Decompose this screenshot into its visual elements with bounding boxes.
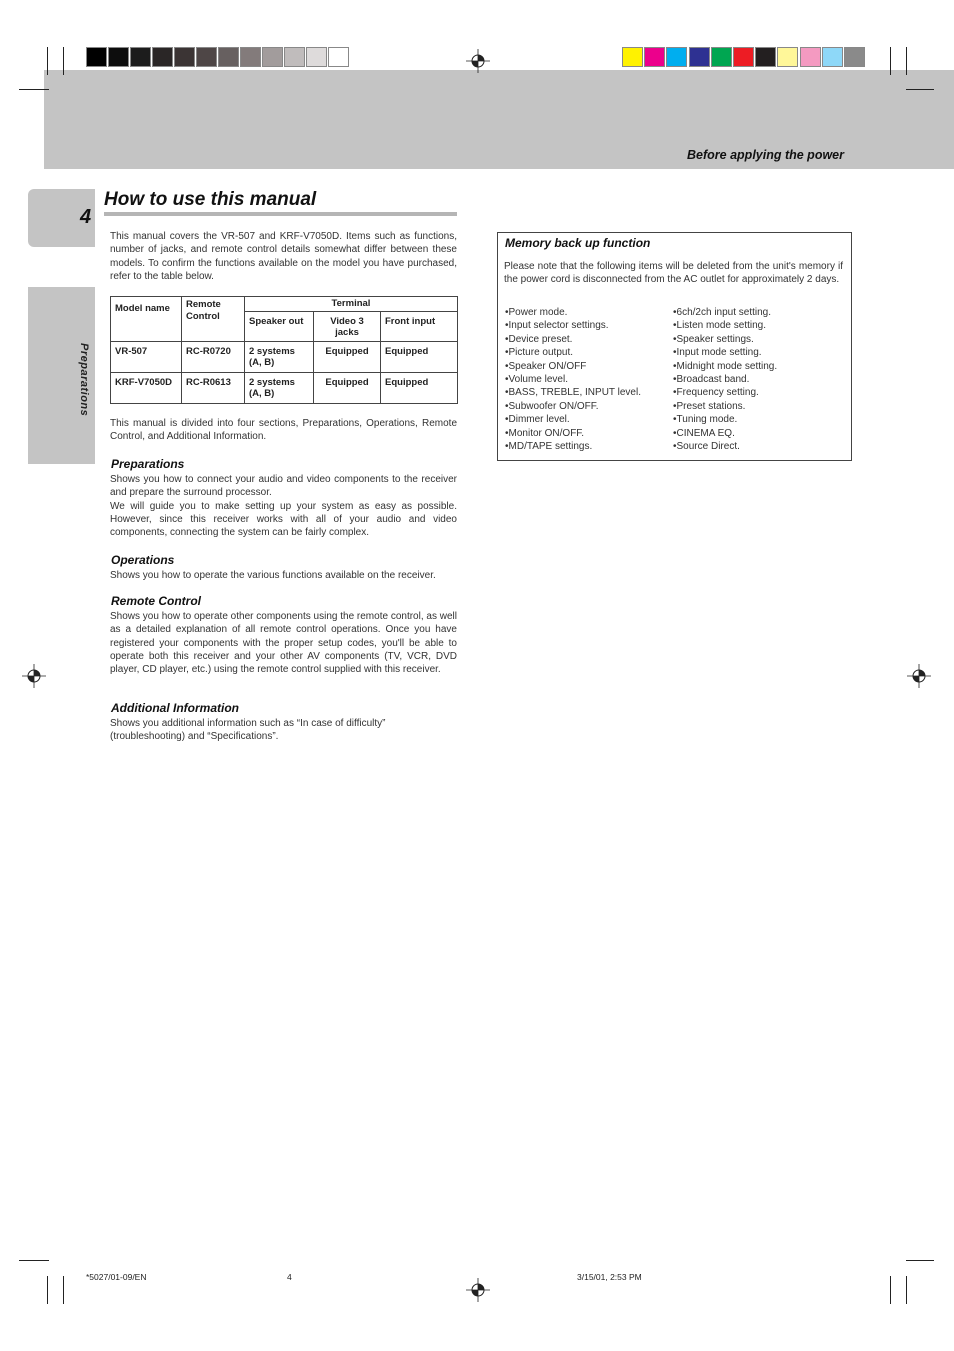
memory-item: • Midnight mode setting.: [673, 360, 843, 373]
memory-item: • Monitor ON/OFF.: [505, 427, 670, 440]
gray-swatch: [284, 47, 305, 67]
gray-swatch: [262, 47, 283, 67]
color-swatch: [822, 47, 843, 67]
crop-mark: [47, 1276, 48, 1304]
color-swatch: [666, 47, 687, 67]
color-swatch: [622, 47, 643, 67]
gray-swatch: [328, 47, 349, 67]
gray-swatch: [218, 47, 239, 67]
registration-mark-icon: [907, 664, 931, 688]
gray-swatch: [152, 47, 173, 67]
crop-mark: [906, 1260, 934, 1261]
table-header-speaker-out: Speaker out: [245, 311, 314, 341]
table-cell-model: KRF-V7050D: [111, 372, 182, 403]
memory-backup-intro: Please note that the following items will be deleted from the unit's memory if the power cord is disconnected from the AC outlet for approximately 2 days.: [504, 261, 843, 286]
memory-backup-title: Memory back up function: [505, 236, 651, 250]
color-swatch: [689, 47, 710, 67]
memory-items-left: [505, 306, 670, 453]
memory-item: • Preset stations.: [673, 400, 843, 413]
table-cell-speaker: 2 systems (A, B): [245, 372, 314, 403]
preparations-body-2: We will guide you to make setting up your system as easy as possible. However, since this receiver works with all of your audio and video components, connecting the system can be fairly complex.: [110, 500, 457, 539]
color-swatch: [777, 47, 798, 67]
table-cell-remote: RC-R0720: [182, 341, 245, 372]
crop-mark: [63, 47, 64, 75]
memory-item: • BASS, TREBLE, INPUT level.: [505, 386, 670, 399]
gray-swatch: [240, 47, 261, 67]
table-cell-video: Equipped: [314, 341, 381, 372]
memory-item: • 6ch/2ch input setting.: [673, 306, 843, 319]
footer-page-number: 4: [287, 1272, 292, 1282]
table-cell-model: VR-507: [111, 341, 182, 372]
page-number: 4: [80, 206, 92, 228]
memory-item: • Picture output.: [505, 346, 670, 359]
table-cell-front: Equipped: [381, 341, 458, 372]
preparations-body-1: Shows you how to connect your audio and video components to the receiver and prepare the surround processor.: [110, 474, 457, 499]
table-header-remote: Remote Control: [182, 297, 245, 342]
memory-item: • Dimmer level.: [505, 413, 670, 426]
heading-additional-information: Additional Information: [111, 701, 239, 715]
additional-information-body: Shows you additional information such as “In case of difficulty” (troubleshooting) and “Specifications”.: [110, 718, 386, 743]
crop-mark: [906, 1276, 907, 1304]
memory-item: • Input mode setting.: [673, 346, 843, 359]
table-row: [111, 341, 458, 372]
memory-item: • Speaker settings.: [673, 333, 843, 346]
gray-swatch: [306, 47, 327, 67]
gray-swatch: [130, 47, 151, 67]
model-comparison-table: [110, 296, 458, 404]
table-row: [111, 372, 458, 403]
color-swatch: [800, 47, 821, 67]
color-swatch: [644, 47, 665, 67]
table-header-video3: Video 3 jacks: [314, 311, 381, 341]
intro-paragraph: This manual covers the VR-507 and KRF-V7050D. Items such as functions, number of jacks, and remote control details somewhat differ between these models. To confirm the functions available on the model you have purchased, refer to the table below.: [110, 231, 457, 282]
operations-body: Shows you how to operate the various functions available on the receiver.: [110, 570, 436, 581]
crop-mark: [47, 47, 48, 75]
registration-mark-icon: [466, 1278, 490, 1302]
color-swatch: [755, 47, 776, 67]
memory-item: • Speaker ON/OFF: [505, 360, 670, 373]
side-tab-label: Preparations: [78, 343, 90, 417]
crop-mark: [906, 47, 907, 75]
memory-item: • Broadcast band.: [673, 373, 843, 386]
memory-items-right: [673, 306, 843, 453]
title-underline: [104, 212, 457, 216]
page-title: How to use this manual: [104, 189, 317, 210]
crop-mark: [890, 47, 891, 75]
memory-item: • Device preset.: [505, 333, 670, 346]
heading-remote-control: Remote Control: [111, 594, 201, 608]
gray-swatch: [86, 47, 107, 67]
heading-preparations: Preparations: [111, 457, 185, 471]
gray-swatch: [196, 47, 217, 67]
footer-doc-code: *5027/01-09/EN: [86, 1272, 147, 1282]
memory-item: • Listen mode setting.: [673, 319, 843, 332]
footer-date: 3/15/01, 2:53 PM: [577, 1272, 642, 1282]
gray-swatch: [108, 47, 129, 67]
remote-control-body: Shows you how to operate other components using the remote control, as well as a detailed explanation of all remote control operations. Once you have registered your components with the proper setup codes, you'll be able to operate both this receiver and your other AV components (TV, VCR, DVD player, CD player, etc.) using the remote control supplied with this receiver.: [110, 611, 457, 676]
color-swatch: [844, 47, 865, 67]
crop-mark: [63, 1276, 64, 1304]
memory-item: • Tuning mode.: [673, 413, 843, 426]
crop-mark: [890, 1276, 891, 1304]
registration-mark-icon: [466, 49, 490, 73]
memory-item: • MD/TAPE settings.: [505, 440, 670, 453]
memory-item: • Subwoofer ON/OFF.: [505, 400, 670, 413]
color-swatch: [733, 47, 754, 67]
crop-mark: [19, 89, 49, 90]
crop-mark: [906, 89, 934, 90]
memory-item: • Input selector settings.: [505, 319, 670, 332]
sections-overview: This manual is divided into four sections, Preparations, Operations, Remote Control, and Additional Information.: [110, 418, 457, 443]
preparations-body: [110, 473, 457, 539]
memory-item: • CINEMA EQ.: [673, 427, 843, 440]
table-cell-speaker: 2 systems (A, B): [245, 341, 314, 372]
table-cell-remote: RC-R0613: [182, 372, 245, 403]
memory-item: • Frequency setting.: [673, 386, 843, 399]
section-header: Before applying the power: [687, 148, 844, 162]
gray-swatch: [174, 47, 195, 67]
table-header-front-input: Front input: [381, 311, 458, 341]
table-header-terminal: Terminal: [245, 297, 458, 312]
crop-mark: [19, 1260, 49, 1261]
registration-mark-icon: [22, 664, 46, 688]
heading-operations: Operations: [111, 553, 175, 567]
memory-item: • Power mode.: [505, 306, 670, 319]
color-swatch: [711, 47, 732, 67]
table-header-model: Model name: [111, 297, 182, 342]
memory-item: • Volume level.: [505, 373, 670, 386]
table-cell-front: Equipped: [381, 372, 458, 403]
memory-item: • Source Direct.: [673, 440, 843, 453]
table-cell-video: Equipped: [314, 372, 381, 403]
